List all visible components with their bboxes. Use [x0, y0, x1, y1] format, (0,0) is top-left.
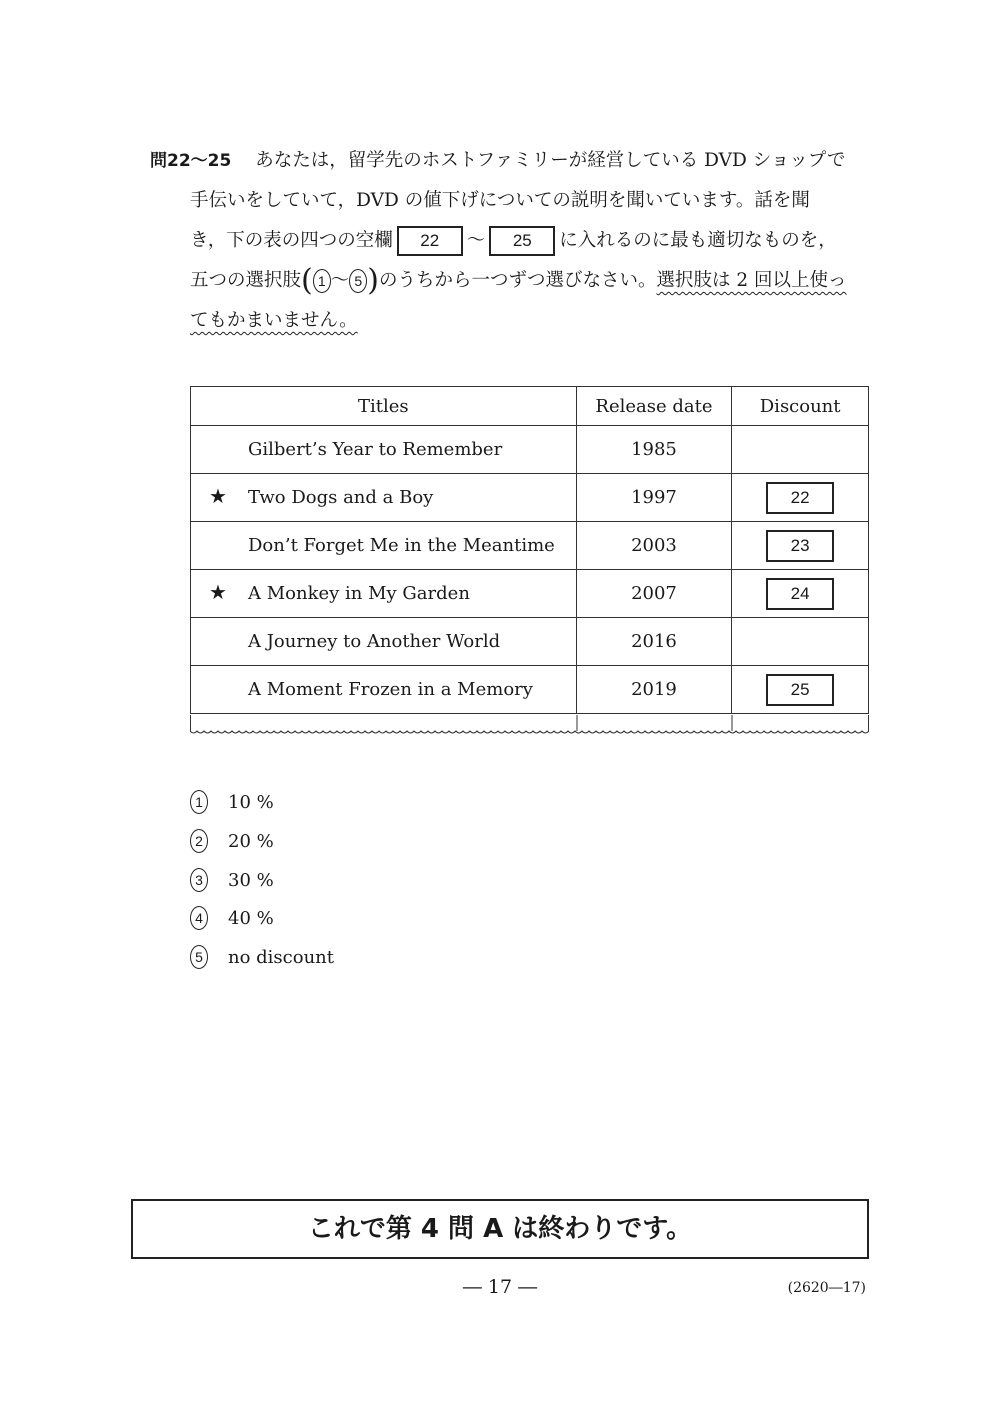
title-cell	[191, 522, 577, 570]
discount-cell	[732, 618, 869, 666]
table-row	[191, 618, 869, 666]
note-wavy-line-1: 選択肢は 2 回以上使っ	[656, 270, 847, 291]
option-text: 40 %	[228, 908, 274, 930]
question-text-line-3a: き，下の表の四つの空欄	[190, 230, 393, 251]
question-line-5	[190, 306, 358, 336]
option-number-circle: 5	[190, 945, 208, 969]
title-cell	[191, 474, 577, 522]
question-text-line-2: 手伝いをしていて，DVD の値下げについての説明を聞いています。話を聞	[190, 190, 810, 211]
star-icon: ★	[209, 580, 227, 604]
title-text: Two Dogs and a Boy	[248, 487, 434, 508]
question-text-line-4a: 五つの選択肢	[190, 270, 302, 291]
option-text: 20 %	[228, 830, 274, 852]
blank-box-start: 22	[397, 226, 463, 256]
table-row	[191, 474, 869, 522]
tilde-choices: ～	[330, 270, 350, 291]
date-cell: 1997	[576, 474, 732, 522]
table-header-row	[191, 387, 869, 426]
date-cell: 2003	[576, 522, 732, 570]
discount-cell	[732, 426, 869, 474]
date-cell: 2019	[576, 666, 732, 714]
option-number-circle: 1	[190, 790, 208, 814]
title-cell	[191, 426, 577, 474]
discount-cell	[732, 522, 869, 570]
title-text: Gilbert’s Year to Remember	[248, 439, 503, 460]
discount-blank-box: 24	[766, 578, 834, 610]
title-text: Don’t Forget Me in the Meantime	[248, 535, 555, 556]
table-row	[191, 426, 869, 474]
tilde: ～	[466, 230, 486, 251]
question-line-3	[190, 226, 837, 256]
option-number-circle: 3	[190, 868, 208, 892]
discount-cell	[732, 666, 869, 714]
table-row	[191, 522, 869, 570]
choice-circle-start: 1	[313, 269, 331, 293]
discount-cell	[732, 570, 869, 618]
option-number-circle: 2	[190, 829, 208, 853]
choice-circle-end: 5	[349, 269, 367, 293]
discount-blank-box: 23	[766, 530, 834, 562]
date-cell: 2016	[576, 618, 732, 666]
paren-open: (	[301, 263, 313, 298]
option-text: no discount	[228, 947, 335, 969]
dvd-discount-table	[190, 386, 869, 714]
page-number: ― 17 ―	[462, 1276, 538, 1298]
table-torn-edge	[190, 715, 869, 737]
option-number-circle: 4	[190, 906, 208, 930]
blank-box-end: 25	[489, 226, 555, 256]
title-text: A Journey to Another World	[248, 631, 501, 652]
option-text: 30 %	[228, 869, 274, 891]
date-cell: 1985	[576, 426, 732, 474]
title-cell	[191, 618, 577, 666]
header-discount: Discount	[732, 387, 869, 426]
question-label: 問22～25	[150, 151, 232, 171]
title-text: A Moment Frozen in a Memory	[248, 679, 533, 700]
note-wavy-line-2: てもかまいません。	[190, 310, 358, 331]
question-line-4	[190, 263, 847, 298]
table-row	[191, 570, 869, 618]
header-release-date: Release date	[576, 387, 732, 426]
star-icon: ★	[209, 484, 227, 508]
page-code: (2620―17)	[787, 1280, 866, 1296]
discount-cell	[732, 474, 869, 522]
title-cell	[191, 666, 577, 714]
question-text-line-3b: に入れるのに最も適切なものを，	[559, 230, 837, 251]
paren-close: )	[367, 263, 379, 298]
title-text: A Monkey in My Garden	[248, 583, 470, 604]
question-text-line-1: あなたは，留学先のホストファミリーが経営している DVD ショップで	[255, 150, 846, 171]
end-of-section-banner: これで第 4 問 A は終わりです。	[131, 1199, 869, 1259]
discount-blank-box: 25	[766, 674, 834, 706]
table-row	[191, 666, 869, 714]
question-text-line-4b: のうちから一つずつ選びなさい。	[378, 270, 657, 291]
header-titles: Titles	[191, 387, 577, 426]
option-text: 10 %	[228, 792, 274, 813]
discount-blank-box: 22	[766, 482, 834, 514]
title-cell	[191, 570, 577, 618]
date-cell: 2007	[576, 570, 732, 618]
question-line-1	[150, 146, 845, 176]
